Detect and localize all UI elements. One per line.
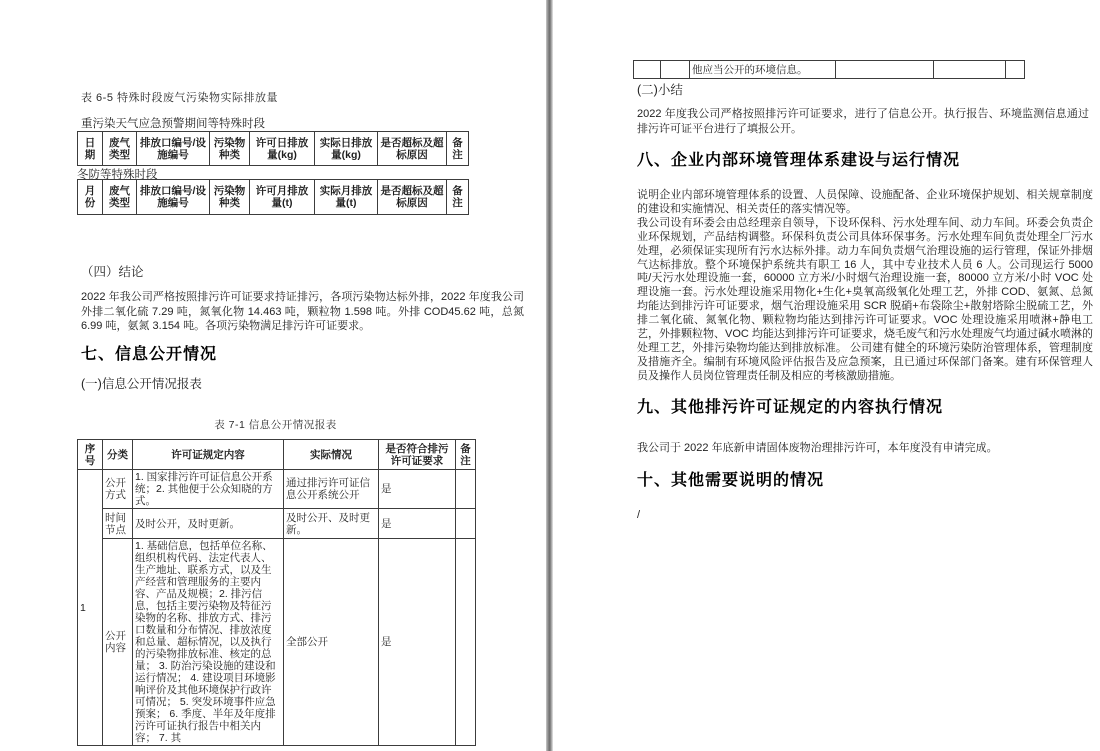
table-row <box>78 539 476 746</box>
table-7-1-continuation <box>633 60 1025 79</box>
section-4-heading: （四）结论 <box>81 265 144 279</box>
table-row <box>634 61 1025 79</box>
section-9-body: 我公司于 2022 年底新申请固体废物治理排污许可，本年度没有申请完成。 <box>637 442 998 454</box>
table-7-1-header: 分类 <box>103 440 133 470</box>
compliant-cell: 是 <box>379 539 456 746</box>
compliant-cell: 是 <box>379 509 456 539</box>
category-cell: 公开方式 <box>103 470 133 509</box>
category-cell: 时间节点 <box>103 509 133 539</box>
table-7-1-header: 备注 <box>456 440 476 470</box>
table-6-5-daily <box>77 131 469 166</box>
table-6-5-caption: 表 6-5 特殊时段废气污染物实际排放量 <box>81 92 279 104</box>
actual-cell: 通过排污许可证信息公开系统公开 <box>284 470 379 509</box>
table-row <box>78 470 476 509</box>
table-b-header: 排放口编号/设施编号 <box>137 180 210 215</box>
compliant-cell: 是 <box>379 470 456 509</box>
required-content-cell: 1. 国家排污许可证信息公开系统；2. 其他便于公众知晓的方式。 <box>133 470 284 509</box>
table-7-1 <box>77 439 476 746</box>
special-period-1-label: 重污染天气应急预警期间等特殊时段 <box>81 118 265 130</box>
table-a-header: 废气类型 <box>103 132 137 166</box>
page-divider <box>546 0 553 751</box>
section-10-body: / <box>637 509 641 521</box>
table-7-1-header: 是否符合排污许可证要求 <box>379 440 456 470</box>
conclusion-paragraph: 2022 年我公司严格按照排污许可证要求持证排污，各项污染物达标外排，2022 年度我公司外排二氧化硫 7.29 吨，氮氧化物 14.463 吨，颗粒物 1.598 吨。外排 COD45.62 吨，总氮 6.99 吨，氨氮 3.154 吨。各项污染物满足排污许可证要求。 <box>81 291 524 332</box>
category-cell <box>661 61 690 79</box>
compliant-cell <box>934 61 1006 79</box>
table-7-1-header: 实际情况 <box>284 440 379 470</box>
remark-cell <box>1006 61 1025 79</box>
actual-cell <box>836 61 934 79</box>
table-a-header: 备注 <box>447 132 469 166</box>
table-b-header: 许可月排放量(t) <box>250 180 315 215</box>
table-a-header: 是否超标及超标原因 <box>378 132 447 166</box>
category-cell: 公开内容 <box>103 539 133 746</box>
table-b-header: 废气类型 <box>103 180 137 215</box>
table-b-header: 污染物种类 <box>210 180 250 215</box>
table-a-header: 排放口编号/设施编号 <box>137 132 210 166</box>
table-7-1-header: 许可证规定内容 <box>133 440 284 470</box>
table-b-header: 实际月排放量(t) <box>315 180 378 215</box>
table-b-header: 备注 <box>447 180 469 215</box>
section-2-subheading: (二)小结 <box>637 83 683 97</box>
table-6-5-monthly <box>77 179 469 215</box>
table-a-header: 实际日排放量(kg) <box>315 132 378 166</box>
section-7-heading: 七、信息公开情况 <box>81 346 218 363</box>
remark-cell <box>456 539 476 746</box>
actual-cell: 全部公开 <box>284 539 379 746</box>
table-b-header: 月份 <box>78 180 103 215</box>
section-8-intro: 说明企业内部环境管理体系的设置、人员保障、设施配备、企业环境保护规划、相关规章制度的建设和实施情况、相关责任的落实情况等。 <box>637 189 1093 215</box>
remark-cell <box>456 509 476 539</box>
required-content-cell: 1. 基础信息，包括单位名称、组织机构代码、法定代表人、生产地址、联系方式，以及生产经营和管理服务的主要内容、产品及规模；2. 排污信息，包括主要污染物及特征污染物的名称、排放方式、排污口数量和分布情况、排放浓度和总量、超标情况，以及执行的污染物排放标准、核定的总量； 3. 防治污染设施的建设和运行情况； 4. 建设项目环境影响评价及其他环境保护行政许可情况； 5. 突发环境事件应急预案； 6. 季度、半年及年度排污许可证执行报告中相关内容； 7. 其 <box>133 539 284 746</box>
table-a-header: 污染物种类 <box>210 132 250 166</box>
section-7-subheading: (一)信息公开情况报表 <box>81 377 202 391</box>
section-8-heading: 八、企业内部环境管理体系建设与运行情况 <box>637 152 961 169</box>
table-b-header: 是否超标及超标原因 <box>378 180 447 215</box>
section-8-body: 我公司设有环委会由总经理亲自领导，下设环保科、污水处理车间、动力车间。环委会负责企业环保规划，产品结构调整。环保科负责公司具体环保事务。污水处理车间负责处理全厂污水处理，必须保证实现所有污水达标外排。动力车间负责烟气治理设施的运行管理，保证外排烟气达标排放。整个环境保护系统共有职工 16 人，其中专业技术人员 6 人。公司现运行 5000 吨/天污水处理设施一套，60000 立方米/小时烟气治理设施一套，80000 立方米/小时 VOC 处理设施一套。污水处理设施采用物化+生化+臭氧高级氧化处理工艺，外排 COD、氨氮、总氮均能达到排污许可证要求，烟气治理设施采用 SCR 脱硝+布袋除尘+散射塔除尘脱硫工艺，外排二氧化硫、氮氧化物、颗粒物均能达到排污许可证要求。VOC 处理设施采用喷淋+静电工艺，外排颗粒物、VOC 均能达到排污许可证要求，烧毛废气和污水处理废气均通过碱水喷淋的处理工艺，外排污染物均能达到排放标准。 公司建有健全的环境污染防治管理体系，管理制度及措施齐全。编制有环境风险评估报告及应急预案，且已通过环保部门备案。建有环保管理人员及操作人员岗位管理责任制及相应的考核激励措施。 <box>637 216 1093 382</box>
special-period-2-label: 冬防等特殊时段 <box>77 169 158 181</box>
summary-paragraph: 2022 年度我公司严格按照排污许可证要求，进行了信息公开。执行报告、环境监测信息通过排污许可证平台进行了填报公开。 <box>637 108 1089 135</box>
row-index-cell: 1 <box>78 470 103 746</box>
table-7-1-caption: 表 7-1 信息公开情况报表 <box>214 419 337 431</box>
table-7-1-header: 序号 <box>78 440 103 470</box>
table-a-header: 许可日排放量(kg) <box>250 132 315 166</box>
table-row <box>78 509 476 539</box>
section-8-content <box>637 189 1093 384</box>
table-7-1-header-row <box>78 440 476 470</box>
required-content-cell: 他应当公开的环境信息。 <box>690 61 836 79</box>
actual-cell: 及时公开、及时更新。 <box>284 509 379 539</box>
required-content-cell: 及时公开，及时更新。 <box>133 509 284 539</box>
remark-cell <box>456 470 476 509</box>
table-a-header: 日期 <box>78 132 103 166</box>
section-9-heading: 九、其他排污许可证规定的内容执行情况 <box>637 399 944 416</box>
section-10-heading: 十、其他需要说明的情况 <box>637 472 825 489</box>
page-right <box>553 0 1100 751</box>
row-index-cell <box>634 61 661 79</box>
page-left <box>0 0 547 751</box>
